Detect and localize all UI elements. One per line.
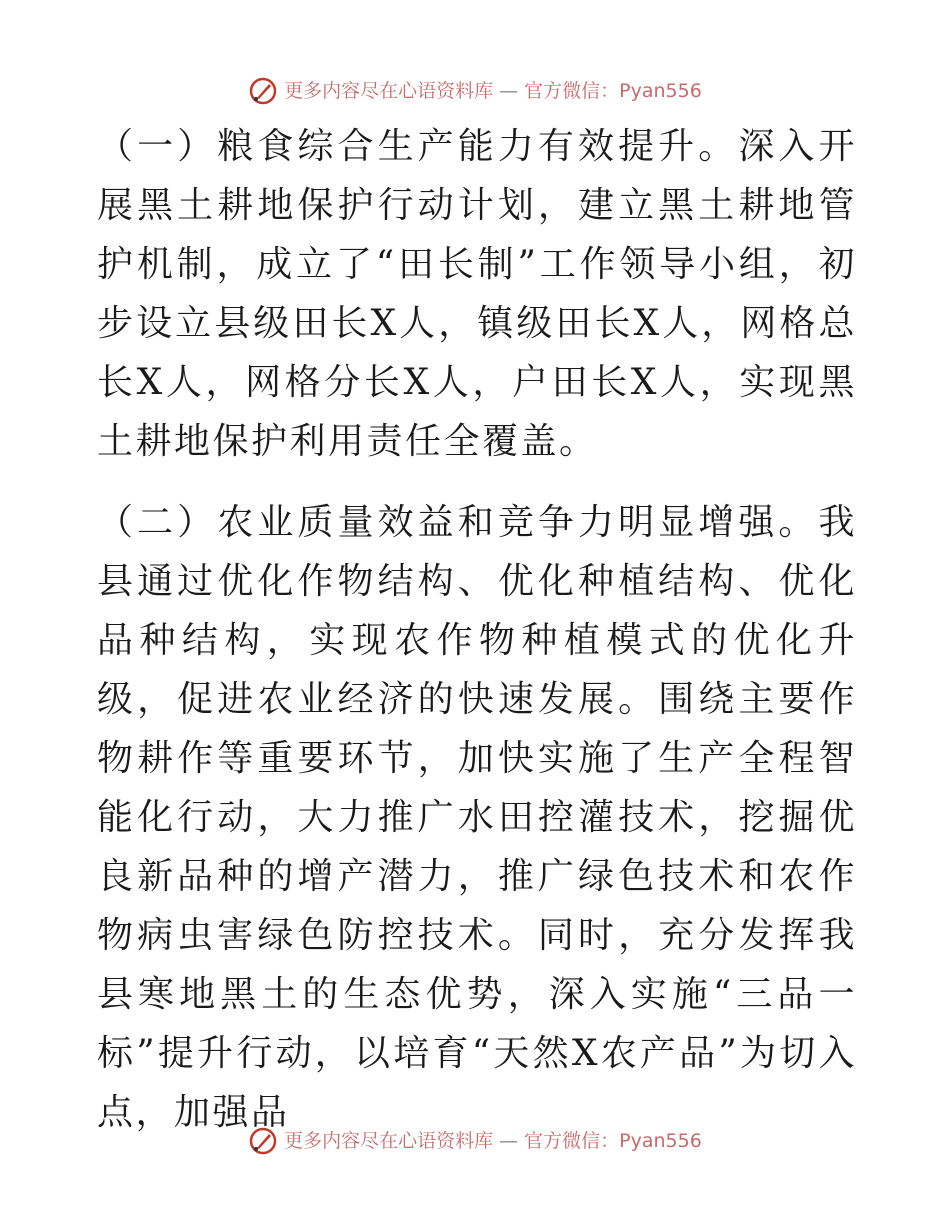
paragraph-1: （一）粮食综合生产能力有效提升。深入开展黑土耕地保护行动计划，建立黑土耕地管护机制，成立了“田长制”工作领导小组，初步设立县级田长X人，镇级田长X人，网格总长X人，网格分长X人，户田长X人，实现黑土耕地保护利用责任全覆盖。	[97, 126, 857, 462]
watermark-wechat: 官方微信：Pyan556	[524, 1130, 702, 1152]
watermark-text: 更多内容尽在心语资料库	[284, 80, 494, 102]
watermark-dash: —	[499, 80, 519, 102]
quill-circle-icon	[248, 1126, 278, 1156]
footer-watermark	[0, 1126, 950, 1156]
quill-circle-icon	[248, 76, 278, 106]
header-watermark	[0, 76, 950, 106]
document-body	[97, 117, 857, 1142]
paragraph-2: （二）农业质量效益和竞争力明显增强。我县通过优化作物结构、优化种植结构、优化品种结构，实现农作物种植模式的优化升级，促进农业经济的快速发展。围绕主要作物耕作等重要环节，加快实施了生产全程智能化行动，大力推广水田控灌技术，挖掘优良新品种的增产潜力，推广绿色技术和农作物病虫害绿色防控技术。同时，充分发挥我县寒地黑土的生态优势，深入实施“三品一标”提升行动，以培育“天然X农产品”为切入点，加强品	[97, 502, 857, 1133]
watermark-text: 更多内容尽在心语资料库	[284, 1130, 494, 1152]
watermark-dash: —	[499, 1130, 519, 1152]
watermark-wechat: 官方微信：Pyan556	[524, 80, 702, 102]
